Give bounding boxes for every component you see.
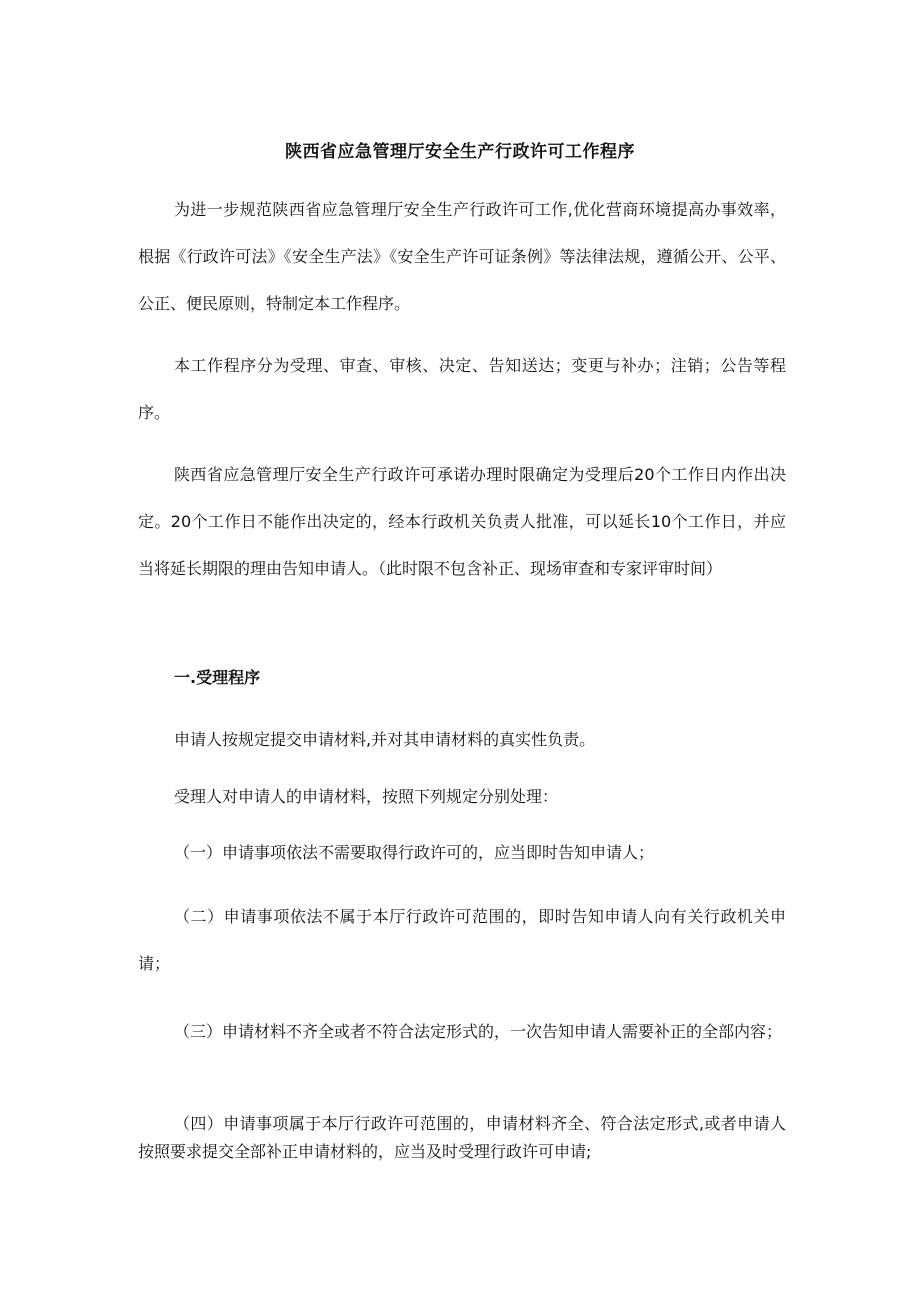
document-title: 陕西省应急管理厅安全生产行政许可工作程序	[285, 142, 635, 162]
time-limit-paragraph: 陕西省应急管理厅安全生产行政许可承诺办理时限确定为受理后20个工作日内作出决定。20个工作日不能作出决定的，经本行政机关负责人批准，可以延长10个工作日，并应当将延长期限的理由告知申请人。（此时限不包含补正、现场审查和专家评审时间）	[138, 465, 786, 578]
section1-item-2: （二）申请事项依法不属于本厅行政许可范围的，即时告知申请人向有关行政机关申请；	[138, 907, 786, 973]
section1-item-1: （一）申请事项依法不需要取得行政许可的，应当即时告知申请人；	[174, 843, 655, 862]
section1-item-4: （四）申请事项属于本厅行政许可范围的，申请材料齐全、符合法定形式,或者申请人按照要求提交全部补正申请材料的，应当及时受理行政许可申请;	[138, 1114, 786, 1161]
scope-paragraph: 本工作程序分为受理、审查、审核、决定、告知送达；变更与补办；注销；公告等程序。	[138, 356, 786, 422]
intro-paragraph: 为进一步规范陕西省应急管理厅安全生产行政许可工作,优化营商环境提高办事效率，根据《行政许可法》《安全生产法》《安全生产许可证条例》等法律法规，遵循公开、公平、公正、便民原则，特制定本工作程序。	[138, 200, 786, 313]
section1-paragraph-2: 受理人对申请人的申请材料，按照下列规定分别处理：	[174, 787, 559, 806]
section1-paragraph-1: 申请人按规定提交申请材料,并对其申请材料的真实性负责。	[174, 730, 596, 749]
section-heading-acceptance: 一.受理程序	[174, 668, 261, 687]
section1-item-3: （三）申请材料不齐全或者不符合法定形式的，一次告知申请人需要补正的全部内容；	[174, 1022, 783, 1041]
